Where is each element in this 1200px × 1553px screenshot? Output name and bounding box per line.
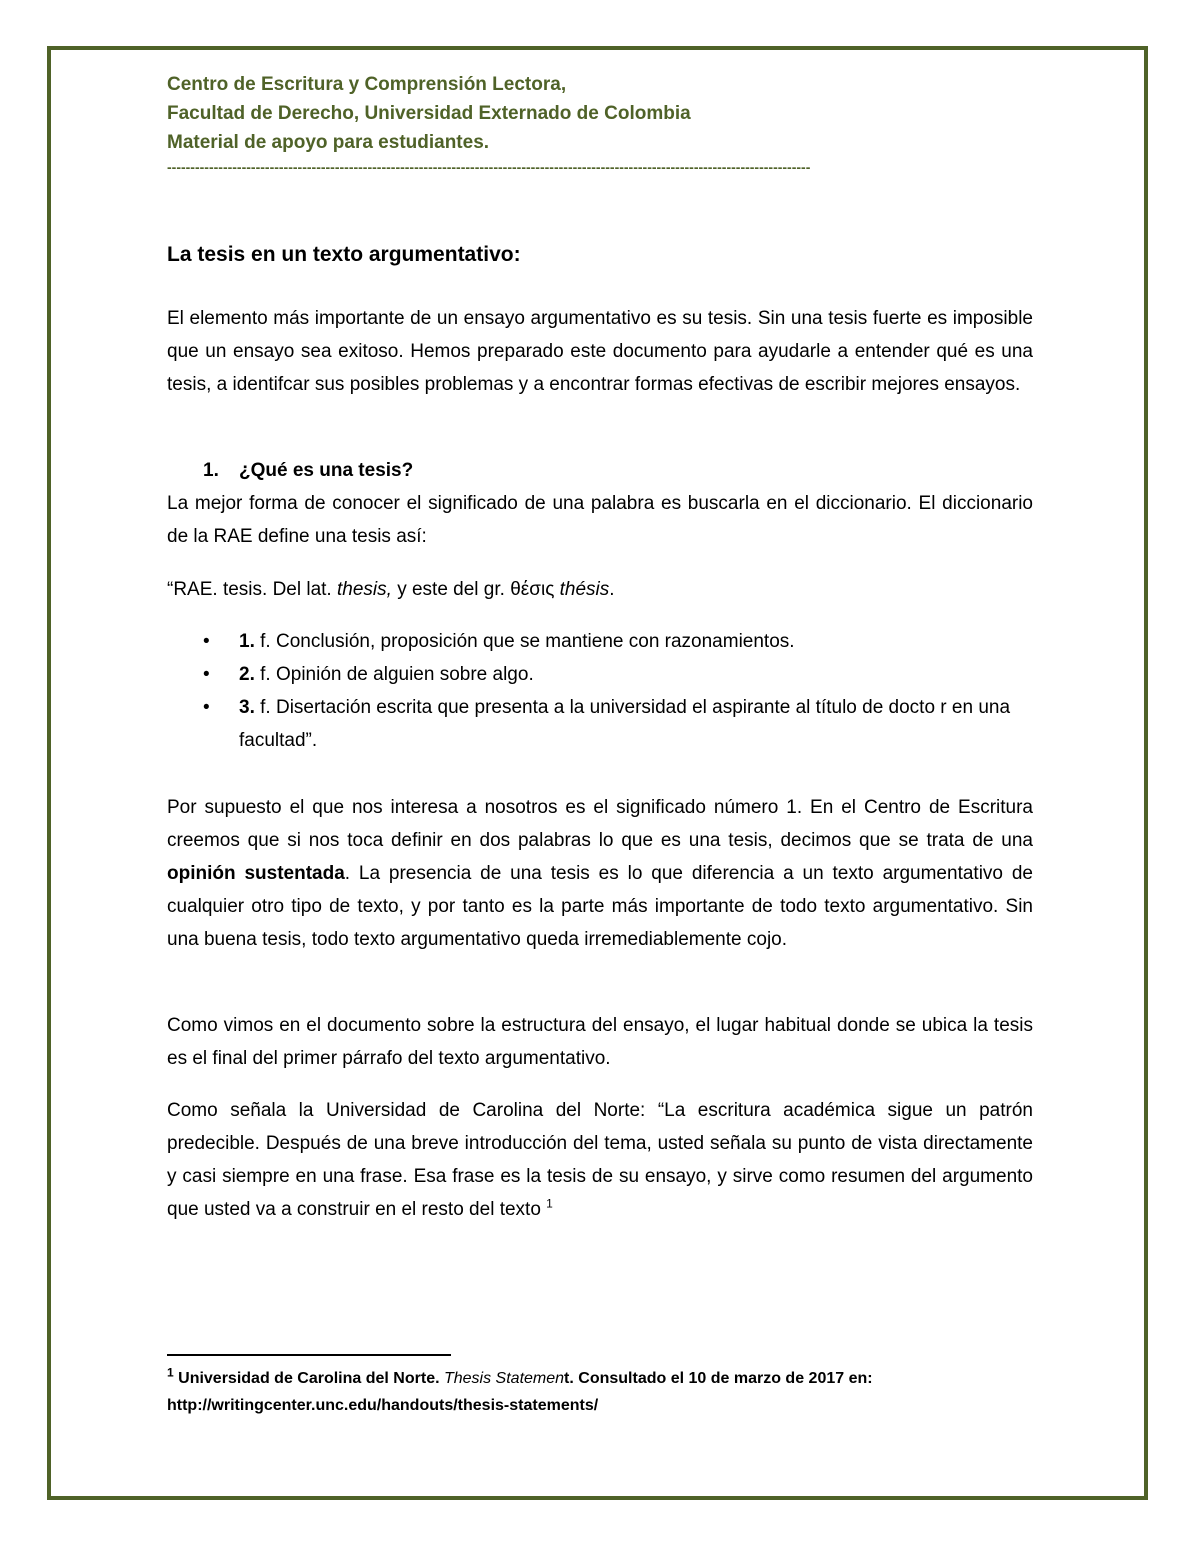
list-item-number: 2. xyxy=(239,664,255,685)
definition-line xyxy=(167,573,1033,606)
list-item-text: f. Disertación escrita que presenta a la universidad el aspirante al título de docto r en una facultad”. xyxy=(239,697,1011,751)
list-item xyxy=(167,691,1033,757)
footnote-url[interactable]: http://writingcenter.unc.edu/handouts/thesis-statements/ xyxy=(167,1397,599,1414)
intro-block xyxy=(167,302,1033,401)
paragraph-3-block xyxy=(167,1009,1033,1075)
definition-block xyxy=(167,573,1033,606)
header-line-3: Material de apoyo para estudiantes. xyxy=(167,132,490,153)
definition-middle: y este del gr. θέσις xyxy=(391,579,560,600)
section-heading-text: ¿Qué es una tesis? xyxy=(239,460,414,481)
header-line-1: Centro de Escritura y Comprensión Lectora, xyxy=(167,74,567,95)
paragraph-4-text: Como señala la Universidad de Carolina del Norte: “La escritura académica sigue un patrón predecible. Después de una breve introducción del tema, usted señala su punto de vista directamente y casi siempre en una frase. Esa frase es la tesis de su ensayo, y sirve como resumen del argumento que usted va a construir en el resto del texto xyxy=(167,1100,1033,1220)
section-heading xyxy=(167,454,1033,487)
paragraph-2-after: . La presencia de una tesis es lo que diferencia a un texto argumentativo de cualquier otro tipo de texto, y por tanto es la parte más importante de todo texto argumentativo. Sin una buena tesis, todo texto argumentativo queda irremediablemente cojo. xyxy=(167,863,1033,950)
footnote-source: Universidad de Carolina del Norte. xyxy=(173,1370,444,1387)
intro-paragraph: El elemento más importante de un ensayo argumentativo es su tesis. Sin una tesis fuerte es imposible que un ensayo sea exitoso. Hemos preparado este documento para ayudarle a entender qué es una tesis, a identifcar sus posibles problemas y a encontrar formas efectivas de escribir mejores ensayos. xyxy=(167,308,1033,395)
document-title: La tesis en un texto argumentativo: xyxy=(167,243,521,266)
list-item-number: 3. xyxy=(239,697,255,718)
list-item xyxy=(167,658,1033,691)
definition-latin: thesis, xyxy=(337,579,392,600)
paragraph-2-emphasis: opinión sustentada xyxy=(167,863,345,884)
definition-prefix: “RAE. tesis. Del lat. xyxy=(167,579,337,600)
bullet-icon: • xyxy=(203,631,210,652)
footnote-separator xyxy=(167,1354,451,1356)
paragraph-4-block xyxy=(167,1094,1033,1226)
footnote-marker: 1 xyxy=(167,1365,174,1380)
paragraph-3: Como vimos en el documento sobre la estructura del ensayo, el lugar habitual donde se ubica la tesis es el final del primer párrafo del texto argumentativo. xyxy=(167,1015,1033,1069)
definition-suffix: . xyxy=(609,579,615,600)
footnote-block xyxy=(167,1365,1033,1419)
paragraph-2 xyxy=(167,791,1033,956)
footnote-work: Thesis Statemen xyxy=(443,1370,565,1387)
list-item-number: 1. xyxy=(239,631,255,652)
footnote-consulted: . Consultado el 10 de marzo de 2017 en: xyxy=(569,1370,873,1387)
header-separator: ------------------------------------------------------------------------------------------------------------------------------------------ xyxy=(167,159,811,175)
footnote-reference[interactable]: 1 xyxy=(546,1196,553,1211)
bullet-icon: • xyxy=(203,664,210,685)
definition-list xyxy=(167,625,1033,757)
document-content xyxy=(167,70,1033,1414)
bullet-icon: • xyxy=(203,697,210,718)
document-header xyxy=(167,70,1033,177)
definition-greek: thésis xyxy=(559,579,610,600)
bullet-list xyxy=(167,625,1033,757)
list-item-text: f. Opinión de alguien sobre algo. xyxy=(254,664,534,685)
footnote-work-end: t xyxy=(564,1370,570,1387)
paragraph-4 xyxy=(167,1094,1033,1226)
list-item-text: f. Conclusión, proposición que se mantiene con razonamientos. xyxy=(254,631,795,652)
footnote xyxy=(167,1365,1033,1392)
list-item xyxy=(167,625,1033,658)
header-line-2: Facultad de Derecho, Universidad Externado de Colombia xyxy=(167,103,691,124)
paragraph-2-before: Por supuesto el que nos interesa a nosotros es el significado número 1. En el Centro de Escritura creemos que si nos toca definir en dos palabras lo que es una tesis, decimos que se trata de una xyxy=(167,797,1033,851)
section-number: 1. xyxy=(203,460,219,481)
paragraph-2-block xyxy=(167,791,1033,956)
section-1 xyxy=(167,454,1033,553)
section-paragraph: La mejor forma de conocer el significado de una palabra es buscarla en el diccionario. El diccionario de la RAE define una tesis así: xyxy=(167,493,1033,547)
